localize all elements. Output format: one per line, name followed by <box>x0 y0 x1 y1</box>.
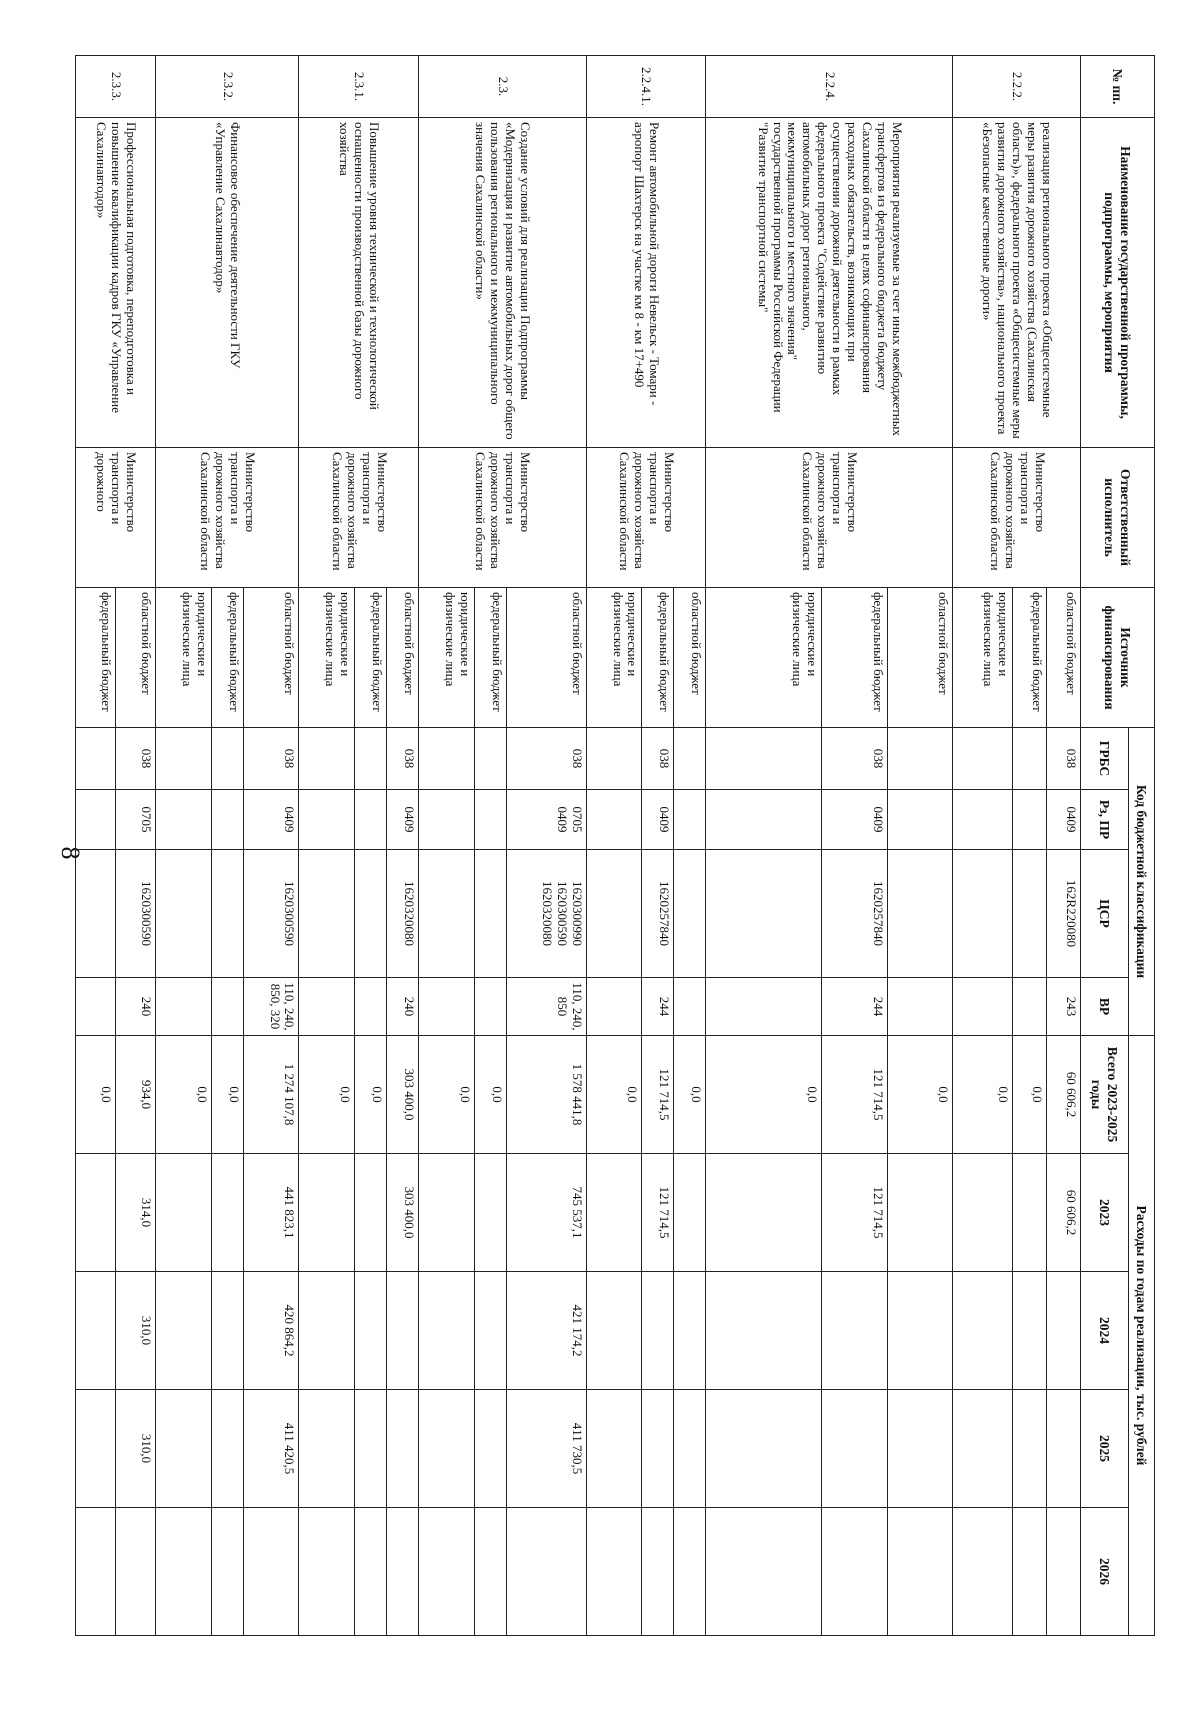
grbs-cell: 038 <box>387 728 419 790</box>
year-2023-cell <box>887 1154 953 1272</box>
measure-name: Повышение уровня технической и технологической оснащенности производственной базы дорожного хозяйства <box>299 118 419 448</box>
header-name: Наименование государственной программы, подпрограммы, мероприятия <box>1081 118 1155 448</box>
funding-source: федеральный бюджет <box>211 588 243 728</box>
year-2025-cell <box>211 1390 243 1508</box>
header-code-group: Код бюджетной классификации <box>1129 728 1155 1036</box>
rzpr-cell <box>419 790 475 850</box>
executor: Министерство транспорта и дорожного <box>76 448 156 588</box>
vr-cell: 110, 240, 850, 320 <box>243 978 299 1036</box>
total-cell: 0,0 <box>155 1036 211 1154</box>
year-2023-cell <box>674 1154 706 1272</box>
year-2026-cell <box>243 1508 299 1636</box>
year-2026-cell <box>76 1508 116 1636</box>
year-2023-cell: 745 537,1 <box>506 1154 586 1272</box>
grbs-cell <box>474 728 506 790</box>
header-expense-group: Расходы по годам реализации, тыс. рублей <box>1129 1036 1155 1636</box>
total-cell: 60 606,2 <box>1046 1036 1080 1154</box>
year-2025-cell <box>674 1390 706 1508</box>
grbs-cell <box>419 728 475 790</box>
total-cell: 934,0 <box>116 1036 156 1154</box>
year-2025-cell <box>355 1390 387 1508</box>
vr-cell <box>299 978 355 1036</box>
table-row <box>887 56 953 1636</box>
funding-source: областной бюджет <box>387 588 419 728</box>
csr-cell: 1620300990 1620300590 1620320080 <box>506 850 586 978</box>
rzpr-cell: 0409 <box>1046 790 1080 850</box>
vr-cell: 240 <box>387 978 419 1036</box>
rzpr-cell: 0409 <box>387 790 419 850</box>
year-2023-cell <box>1012 1154 1046 1272</box>
year-2026-cell <box>474 1508 506 1636</box>
csr-cell: 1620320080 <box>387 850 419 978</box>
executor: Министерство транспорта и дорожного хозяйства Сахалинской области <box>419 448 587 588</box>
rzpr-cell <box>674 790 706 850</box>
vr-cell <box>355 978 387 1036</box>
table-row <box>1046 56 1080 1636</box>
header-2023: 2023 <box>1081 1154 1129 1272</box>
year-2026-cell <box>953 1508 1013 1636</box>
funding-source: областной бюджет <box>243 588 299 728</box>
year-2026-cell <box>821 1508 887 1636</box>
funding-source: федеральный бюджет <box>474 588 506 728</box>
grbs-cell <box>299 728 355 790</box>
executor: Министерство транспорта и дорожного хозяйства Сахалинской области <box>586 448 706 588</box>
year-2024-cell <box>821 1272 887 1390</box>
csr-cell <box>355 850 387 978</box>
vr-cell <box>1012 978 1046 1036</box>
header-total: Всего 2023-2025 годы <box>1081 1036 1129 1154</box>
table-row <box>674 56 706 1636</box>
year-2023-cell <box>155 1154 211 1272</box>
year-2024-cell <box>674 1272 706 1390</box>
year-2025-cell: 411 730,5 <box>506 1390 586 1508</box>
funding-source: юридические и физические лица <box>706 588 821 728</box>
year-2024-cell <box>355 1272 387 1390</box>
year-2025-cell <box>953 1390 1013 1508</box>
year-2024-cell <box>155 1272 211 1390</box>
header-csr: ЦСР <box>1081 850 1129 978</box>
vr-cell: 244 <box>821 978 887 1036</box>
year-2026-cell <box>116 1508 156 1636</box>
grbs-cell: 038 <box>243 728 299 790</box>
rzpr-cell <box>299 790 355 850</box>
funding-source: федеральный бюджет <box>821 588 887 728</box>
year-2024-cell <box>419 1272 475 1390</box>
year-2023-cell: 303 400,0 <box>387 1154 419 1272</box>
funding-source: федеральный бюджет <box>642 588 674 728</box>
rzpr-cell <box>211 790 243 850</box>
rzpr-cell <box>586 790 642 850</box>
vr-cell <box>674 978 706 1036</box>
csr-cell <box>887 850 953 978</box>
year-2024-cell <box>706 1272 821 1390</box>
csr-cell <box>1012 850 1046 978</box>
header-executor: Ответственный исполнитель <box>1081 448 1155 588</box>
grbs-cell <box>586 728 642 790</box>
year-2025-cell <box>76 1390 116 1508</box>
year-2026-cell <box>706 1508 821 1636</box>
row-number: 2.3. <box>419 56 587 118</box>
grbs-cell <box>706 728 821 790</box>
grbs-cell: 038 <box>1046 728 1080 790</box>
measure-name: Мероприятия реализуемые за счет иных межбюджетных трансфертов из федерального бюджета бюджету Сахалинской области в целях софинансирования расходных обязательств, возникающих при осуществлении дорожной деятельности в рамках федерального проекта "Содействие развитию автомобильных дорог регионального, межмуниципального и местного значения" государственной программы Российской Федерации "Развитие транспортной системы" <box>706 118 953 448</box>
year-2025-cell <box>387 1390 419 1508</box>
year-2024-cell <box>76 1272 116 1390</box>
vr-cell <box>706 978 821 1036</box>
csr-cell <box>76 850 116 978</box>
year-2025-cell <box>642 1390 674 1508</box>
csr-cell <box>674 850 706 978</box>
year-2025-cell: 310,0 <box>116 1390 156 1508</box>
year-2023-cell <box>355 1154 387 1272</box>
year-2026-cell <box>299 1508 355 1636</box>
header-2024: 2024 <box>1081 1272 1129 1390</box>
year-2026-cell <box>642 1508 674 1636</box>
year-2024-cell <box>953 1272 1013 1390</box>
total-cell: 0,0 <box>474 1036 506 1154</box>
csr-cell <box>474 850 506 978</box>
row-number: 2.2.4.1. <box>586 56 706 118</box>
year-2025-cell <box>821 1390 887 1508</box>
csr-cell <box>299 850 355 978</box>
grbs-cell <box>155 728 211 790</box>
total-cell: 121 714,5 <box>821 1036 887 1154</box>
rzpr-cell <box>76 790 116 850</box>
year-2024-cell <box>642 1272 674 1390</box>
year-2024-cell <box>887 1272 953 1390</box>
measure-name: реализация регионального проекта «Общесистемные меры развития дорожного хозяйства (Сахалинская область)», федерального проекта «Общесистемные меры развития дорожного хозяйства», национального проекта «Безопасные качественные дороги» <box>953 118 1081 448</box>
funding-source: областной бюджет <box>887 588 953 728</box>
year-2023-cell <box>299 1154 355 1272</box>
year-2025-cell: 411 420,5 <box>243 1390 299 1508</box>
year-2024-cell: 310,0 <box>116 1272 156 1390</box>
header-source: Источник финансирования <box>1081 588 1155 728</box>
funding-source: областной бюджет <box>674 588 706 728</box>
year-2025-cell <box>419 1390 475 1508</box>
year-2024-cell <box>1046 1272 1080 1390</box>
year-2026-cell <box>1046 1508 1080 1636</box>
year-2026-cell <box>155 1508 211 1636</box>
rzpr-cell <box>706 790 821 850</box>
total-cell: 121 714,5 <box>642 1036 674 1154</box>
year-2023-cell: 60 606,2 <box>1046 1154 1080 1272</box>
year-2023-cell <box>586 1154 642 1272</box>
executor: Министерство транспорта и дорожного хозяйства Сахалинской области <box>155 448 299 588</box>
funding-source: юридические и физические лица <box>155 588 211 728</box>
year-2026-cell <box>674 1508 706 1636</box>
total-cell: 0,0 <box>211 1036 243 1154</box>
header-2026: 2026 <box>1081 1508 1129 1636</box>
year-2023-cell <box>211 1154 243 1272</box>
grbs-cell <box>355 728 387 790</box>
year-2025-cell <box>887 1390 953 1508</box>
grbs-cell: 038 <box>506 728 586 790</box>
grbs-cell: 038 <box>116 728 156 790</box>
measure-name: Создание условий для реализации Подпрограммы «Модернизация и развитие автомобильных дорог общего пользования регионального и межмуниципального значения Сахалинской области» <box>419 118 587 448</box>
rzpr-cell <box>887 790 953 850</box>
year-2025-cell <box>1046 1390 1080 1508</box>
row-number: 2.2.2. <box>953 56 1081 118</box>
row-number: 2.2.4. <box>706 56 953 118</box>
csr-cell: 1620257840 <box>642 850 674 978</box>
csr-cell <box>211 850 243 978</box>
year-2025-cell <box>474 1390 506 1508</box>
year-2026-cell <box>887 1508 953 1636</box>
csr-cell: 1620300590 <box>116 850 156 978</box>
year-2025-cell <box>706 1390 821 1508</box>
total-cell: 0,0 <box>586 1036 642 1154</box>
vr-cell <box>586 978 642 1036</box>
table-row <box>116 56 156 1636</box>
funding-source: областной бюджет <box>506 588 586 728</box>
total-cell: 0,0 <box>953 1036 1013 1154</box>
vr-cell: 240 <box>116 978 156 1036</box>
year-2026-cell <box>211 1508 243 1636</box>
csr-cell: 162R220080 <box>1046 850 1080 978</box>
total-cell: 0,0 <box>76 1036 116 1154</box>
row-number: 2.3.1. <box>299 56 419 118</box>
year-2026-cell <box>586 1508 642 1636</box>
year-2023-cell: 121 714,5 <box>821 1154 887 1272</box>
year-2024-cell <box>474 1272 506 1390</box>
table-body <box>76 56 1081 1636</box>
funding-source: юридические и физические лица <box>299 588 355 728</box>
rzpr-cell <box>474 790 506 850</box>
header-grbs: ГРБС <box>1081 728 1129 790</box>
vr-cell <box>76 978 116 1036</box>
table-row <box>506 56 586 1636</box>
grbs-cell: 038 <box>642 728 674 790</box>
year-2024-cell <box>211 1272 243 1390</box>
table-row <box>243 56 299 1636</box>
table-row <box>387 56 419 1636</box>
year-2024-cell <box>387 1272 419 1390</box>
year-2023-cell: 314,0 <box>116 1154 156 1272</box>
grbs-cell <box>1012 728 1046 790</box>
grbs-cell <box>887 728 953 790</box>
total-cell: 1 274 107,8 <box>243 1036 299 1154</box>
header-rzpr: Рз, ПР <box>1081 790 1129 850</box>
grbs-cell <box>674 728 706 790</box>
total-cell: 0,0 <box>706 1036 821 1154</box>
header-no: № пп. <box>1081 56 1155 118</box>
funding-source: юридические и физические лица <box>953 588 1013 728</box>
rzpr-cell <box>953 790 1013 850</box>
vr-cell: 243 <box>1046 978 1080 1036</box>
executor: Министерство транспорта и дорожного хозяйства Сахалинской области <box>706 448 953 588</box>
csr-cell <box>706 850 821 978</box>
header-2025: 2025 <box>1081 1390 1129 1508</box>
csr-cell <box>419 850 475 978</box>
total-cell: 1 578 441,8 <box>506 1036 586 1154</box>
measure-name: Ремонт автомобильной дороги Невельск - Томари - аэропорт Шахтерск на участке км 8 - км 17+490 <box>586 118 706 448</box>
rzpr-cell <box>155 790 211 850</box>
executor: Министерство транспорта и дорожного хозяйства Сахалинской области <box>299 448 419 588</box>
csr-cell <box>155 850 211 978</box>
total-cell: 0,0 <box>1012 1036 1046 1154</box>
vr-cell <box>155 978 211 1036</box>
funding-source: федеральный бюджет <box>355 588 387 728</box>
row-number: 2.3.2. <box>155 56 299 118</box>
measure-name: Финансовое обеспечение деятельности ГКУ «Управление Сахалинавтодор» <box>155 118 299 448</box>
funding-source: федеральный бюджет <box>76 588 116 728</box>
year-2025-cell <box>299 1390 355 1508</box>
year-2023-cell: 441 823,1 <box>243 1154 299 1272</box>
vr-cell <box>953 978 1013 1036</box>
executor: Министерство транспорта и дорожного хозяйства Сахалинской области <box>953 448 1081 588</box>
grbs-cell: 038 <box>821 728 887 790</box>
year-2025-cell <box>1012 1390 1046 1508</box>
rzpr-cell: 0705 0409 <box>506 790 586 850</box>
page-number: 8 <box>56 846 85 860</box>
rzpr-cell <box>1012 790 1046 850</box>
vr-cell: 244 <box>642 978 674 1036</box>
total-cell: 0,0 <box>887 1036 953 1154</box>
measure-name: Профессиональная подготовка, переподготовка и повышение квалификации кадров ГКУ «Управление Сахалинавтодор» <box>76 118 156 448</box>
year-2024-cell <box>1012 1272 1046 1390</box>
total-cell: 0,0 <box>674 1036 706 1154</box>
csr-cell <box>586 850 642 978</box>
total-cell: 0,0 <box>355 1036 387 1154</box>
grbs-cell <box>76 728 116 790</box>
rotated-page <box>75 55 1155 1635</box>
year-2024-cell <box>586 1272 642 1390</box>
total-cell: 0,0 <box>299 1036 355 1154</box>
funding-source: юридические и физические лица <box>419 588 475 728</box>
csr-cell: 1620257840 <box>821 850 887 978</box>
rzpr-cell: 0705 <box>116 790 156 850</box>
year-2024-cell: 420 864,2 <box>243 1272 299 1390</box>
rzpr-cell: 0409 <box>821 790 887 850</box>
year-2023-cell <box>706 1154 821 1272</box>
csr-cell: 1620300590 <box>243 850 299 978</box>
header-vr: ВР <box>1081 978 1129 1036</box>
year-2026-cell <box>1012 1508 1046 1636</box>
year-2026-cell <box>387 1508 419 1636</box>
rzpr-cell: 0409 <box>642 790 674 850</box>
grbs-cell <box>211 728 243 790</box>
vr-cell <box>887 978 953 1036</box>
rzpr-cell <box>355 790 387 850</box>
total-cell: 303 400,0 <box>387 1036 419 1154</box>
year-2023-cell <box>76 1154 116 1272</box>
csr-cell <box>953 850 1013 978</box>
year-2025-cell <box>586 1390 642 1508</box>
budget-table <box>75 55 1155 1636</box>
vr-cell: 110, 240, 850 <box>506 978 586 1036</box>
row-number: 2.3.3. <box>76 56 156 118</box>
year-2025-cell <box>155 1390 211 1508</box>
vr-cell <box>419 978 475 1036</box>
grbs-cell <box>953 728 1013 790</box>
year-2026-cell <box>419 1508 475 1636</box>
rzpr-cell: 0409 <box>243 790 299 850</box>
total-cell: 0,0 <box>419 1036 475 1154</box>
year-2024-cell: 421 174,2 <box>506 1272 586 1390</box>
vr-cell <box>474 978 506 1036</box>
year-2023-cell <box>474 1154 506 1272</box>
vr-cell <box>211 978 243 1036</box>
year-2026-cell <box>506 1508 586 1636</box>
year-2023-cell <box>953 1154 1013 1272</box>
funding-source: областной бюджет <box>116 588 156 728</box>
funding-source: юридические и физические лица <box>586 588 642 728</box>
funding-source: федеральный бюджет <box>1012 588 1046 728</box>
year-2026-cell <box>355 1508 387 1636</box>
year-2024-cell <box>299 1272 355 1390</box>
funding-source: областной бюджет <box>1046 588 1080 728</box>
year-2023-cell <box>419 1154 475 1272</box>
year-2023-cell: 121 714,5 <box>642 1154 674 1272</box>
